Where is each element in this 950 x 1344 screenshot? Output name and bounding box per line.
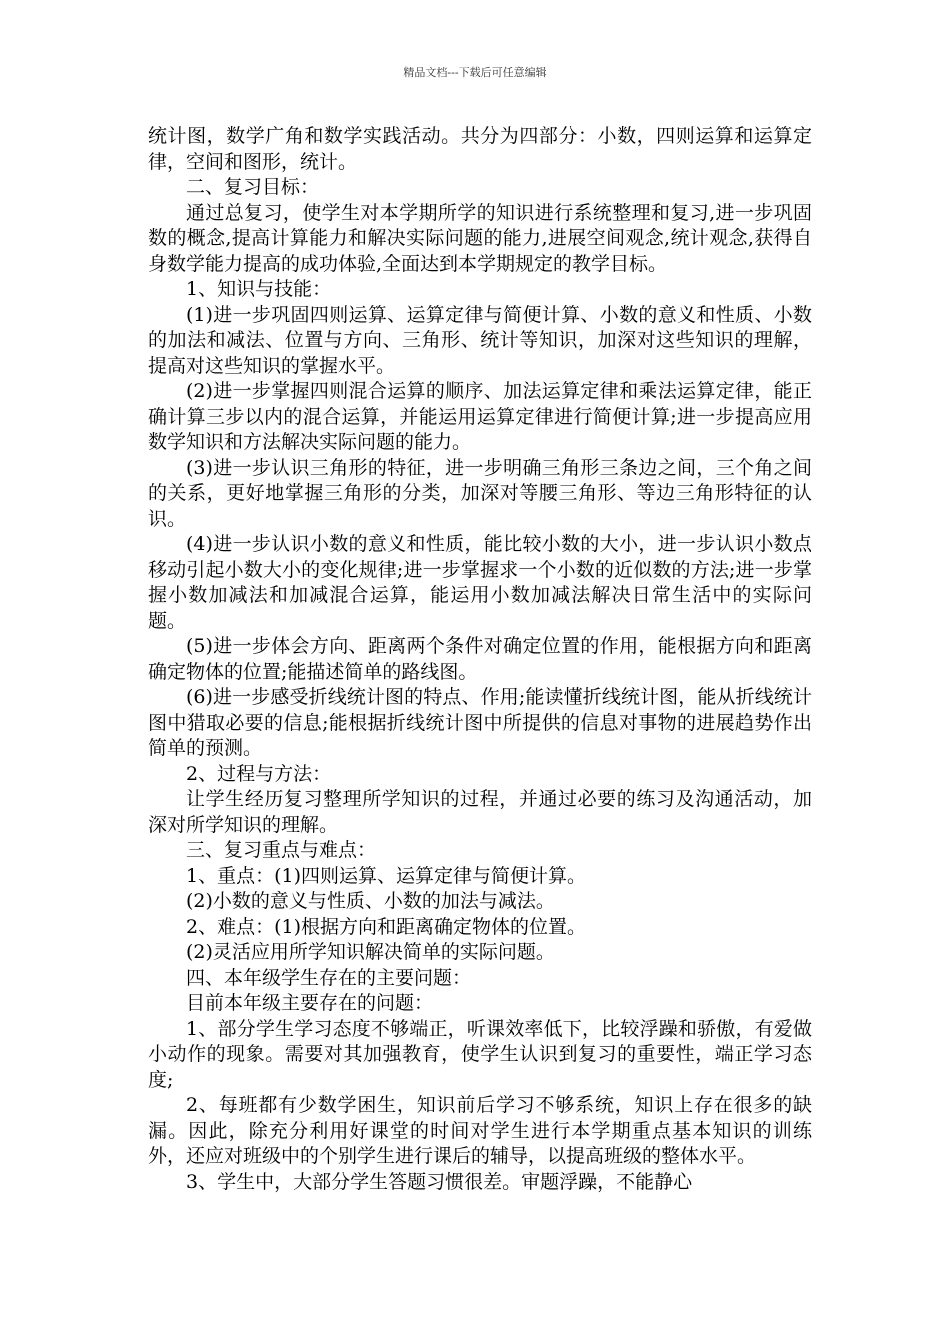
section-heading-review-goals: 二、复习目标： (186, 176, 320, 198)
paragraph-skill-4: (4)进一步认识小数的意义和性质，能比较小数的大小，进一步认识小数点移动引起小数大小的变化规律;进一步掌握求一个小数的近似数的方法;进一步掌握小数加减法和加减混合运算，能运用小数加减法解决日常生活中的实际问题。 (148, 533, 812, 632)
paragraph-skill-6: (6)进一步感受折线统计图的特点、作用;能读懂折线统计图，能从折线统计图中猎取必要的信息;能根据折线统计图中所提供的信息对事物的进展趋势作出简单的预测。 (148, 686, 812, 759)
section-heading-problems: 四、本年级学生存在的主要问题： (186, 966, 472, 989)
paragraph-key-point-1: 1、重点：(1)四则运算、运算定律与简便计算。 (186, 864, 587, 887)
section-heading-key-difficult: 三、复习重点与难点： (186, 839, 377, 861)
page-header: 精品文档---下载后可任意编辑 (403, 66, 547, 79)
paragraph-problem-2: 2、每班都有少数学困生，知识前后学习不够系统，知识上存在很多的缺漏。因此，除充分利用好课堂的时间对学生进行本学期重点基本知识的训练外，还应对班级中的个别学生进行课后的辅导，以提高班级的整体水平。 (148, 1094, 812, 1167)
paragraph-difficulty-2: (2)灵活应用所学知识解决简单的实际问题。 (186, 941, 555, 963)
paragraph-problems-intro: 目前本年级主要存在的问题： (186, 992, 434, 1014)
paragraph-review-goals: 通过总复习，使学生对本学期所学的知识进行系统整理和复习,进一步巩固数的概念,提高计算能力和解决实际问题的能力,进展空间观念,统计观念,获得自身数学能力提高的成功体验,全面达到本学期规定的教学目标。 (148, 201, 812, 275)
paragraph-skill-2: (2)进一步掌握四则混合运算的顺序、加法运算定律和乘法运算定律，能正确计算三步以内的混合运算，并能运用运算定律进行简便计算;进一步提高应用数学知识和方法解决实际问题的能力。 (148, 380, 812, 453)
paragraph-difficulty-1: 2、难点：(1)根据方向和距离确定物体的位置。 (186, 915, 587, 938)
document-body (148, 124, 812, 1195)
subheading-process-method: 2、过程与方法： (186, 762, 332, 785)
paragraph-problem-1: 1、部分学生学习态度不够端正，听课效率低下，比较浮躁和骄傲，有爱做小动作的现象。需要对其加强教育，使学生认识到复习的重要性，端正学习态度; (148, 1017, 812, 1091)
paragraph-skill-1: (1)进一步巩固四则运算、运算定律与简便计算、小数的意义和性质、小数的加法和减法、位置与方向、三角形、统计等知识，加深对这些知识的理解，提高对这些知识的掌握水平。 (148, 303, 812, 377)
paragraph-key-point-2: (2)小数的意义与性质、小数的加法与减法。 (186, 890, 555, 912)
paragraph-skill-5: (5)进一步体会方向、距离两个条件对确定位置的作用，能根据方向和距离确定物体的位置;能描述简单的路线图。 (148, 635, 812, 683)
paragraph-process-method: 让学生经历复习整理所学知识的过程，并通过必要的练习及沟通活动，加深对所学知识的理解。 (148, 788, 812, 836)
paragraph-problem-3: 3、学生中，大部分学生答题习惯很差。审题浮躁，不能静心 (186, 1170, 693, 1193)
paragraph-intro-continuation: 统计图，数学广角和数学实践活动。共分为四部分：小数，四则运算和运算定律，空间和图形，统计。 (148, 125, 812, 173)
paragraph-skill-3: (3)进一步认识三角形的特征，进一步明确三角形三条边之间，三个角之间的关系，更好地掌握三角形的分类，加深对等腰三角形、等边三角形特征的认识。 (148, 456, 812, 530)
subheading-knowledge-skills: 1、知识与技能： (186, 278, 332, 300)
